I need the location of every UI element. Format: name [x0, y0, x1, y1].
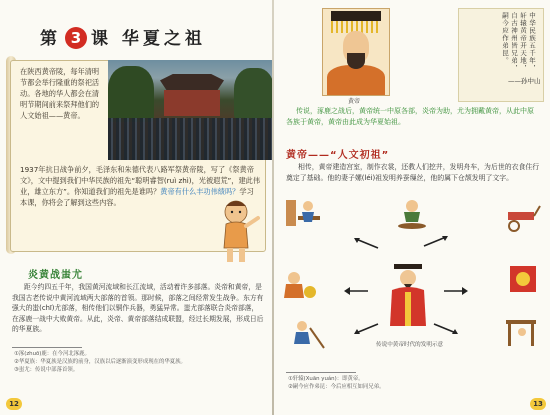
yellow-emperor-portrait	[322, 8, 390, 96]
lesson-name: 华夏之祖	[121, 29, 206, 49]
portrait-robe	[327, 65, 385, 95]
silk-invention-icon	[280, 268, 320, 302]
footnotes	[288, 375, 528, 391]
bowl-invention-icon	[504, 262, 544, 296]
intro-question: 黄帝有什么丰功伟绩吗？	[160, 187, 240, 196]
lesson-number-badge: 3	[65, 27, 87, 49]
arrow-icon	[432, 322, 460, 336]
house-building-icon	[502, 314, 542, 348]
diagram-caption: 传说中黄帝时代的发明示意	[376, 342, 444, 348]
intro-text-end: 学习本课，你将会了解到这些内容。	[20, 187, 254, 207]
arrow-icon	[352, 236, 380, 250]
footnote-item: ②嗣今应作弟昆：今后应相互如同兄弟。	[288, 384, 385, 390]
section-heading: 黄帝——“人文初祖”	[286, 150, 390, 161]
section-body: 相传，黄帝建造宫室，制作衣裳，还教人们挖井，发明舟车，为后世的衣食住行奠定了基础。他的妻子嫘(léi)祖发明养蚕缫丝，他的属下仓颉发明了文字。	[286, 163, 540, 182]
photo-crowd	[108, 118, 273, 160]
page-number: 13	[530, 398, 546, 410]
writing-invention-icon	[282, 196, 322, 230]
footnote-rule	[286, 372, 356, 373]
yellow-emperor-figure	[388, 262, 428, 328]
arrow-icon	[422, 234, 450, 248]
poem-text: 中华民族五千年，轩辕黄帝开天地，自古神州皆兄弟，嗣今应作弟昆。	[501, 12, 536, 72]
portrait-crown	[331, 11, 381, 21]
intro-text-a: 在陕西黄帝陵，每年清明节都会举行隆重的祭祀活动。各地的华人都会在清明节期间前来祭拜他们的人文始祖——黄帝。	[20, 67, 100, 120]
cartoon-child-illustration	[214, 196, 260, 266]
arrow-icon	[352, 322, 380, 336]
section-body: 距今约四五千年，我国黄河流域和长江流域，活动着许多部落。炎帝和黄帝，是我国古老传说中黄河流域两大部落的首领。那时候，部落之间经常发生战争。东方有强大的蚩(chī)尤部落，相传他们以铜作兵器，勇猛异常。蚩尤部落联合炎帝部落，在涿鹿一战中大败黄帝。从此，炎帝、黄帝部落结成联盟，经过长期发展，形成日后的华夏族。	[12, 283, 264, 333]
left-page	[0, 0, 273, 415]
poem-author: ——孙中山	[508, 77, 541, 85]
ceremony-photo	[108, 60, 273, 160]
footnote-item: ①涿(zhuō)鹿：在今河北涿鹿。	[14, 351, 90, 357]
intro-text-b-main: 1937年抗日战争前夕，毛泽东和朱德代表八路军祭黄帝陵，写了《祭黄帝文》，文中提到我们中华民族的祖先“聪明睿智(ruì zhì)，光被遐荒”，建此伟业，雄立东方”。你知道我们的祖先是谁吗？	[20, 165, 261, 196]
page-number: 12	[6, 398, 22, 410]
photo-temple-roof	[160, 74, 224, 90]
photo-tree	[234, 68, 273, 120]
footnote-item: ①轩辕(Xuān yuán)：即黄帝。	[288, 376, 364, 382]
well-digging-icon	[288, 318, 328, 352]
cart-invention-icon	[502, 200, 542, 234]
right-page	[274, 0, 550, 415]
portrait-caption: 黄帝	[348, 98, 361, 105]
footnote-rule	[12, 347, 82, 348]
arrow-icon	[342, 284, 370, 298]
footnotes	[14, 350, 264, 375]
legend-quote: 传说，涿鹿之战后，黄帝统一中原各部，炎帝为助，尤为拥戴黄帝，从此中原各族于黄帝，黄帝由此成为华夏始祖。	[286, 107, 534, 126]
photo-temple-hall	[164, 90, 220, 116]
lesson-prefix: 第	[40, 29, 61, 49]
section-heading: 炎黄战蚩尤	[28, 270, 83, 281]
cooking-invention-icon	[392, 196, 432, 230]
lesson-title	[40, 24, 260, 50]
lesson-suffix: 课	[91, 29, 112, 49]
arrow-icon	[442, 284, 470, 298]
portrait-beard	[347, 53, 365, 69]
photo-tree	[108, 66, 154, 122]
footnote-item: ②华夏族：华夏族是汉族的前身，汉族以后逐渐演变形成现在的华夏族。	[14, 359, 186, 366]
footnote-item: ③蚩尤：传说中部落首领。	[14, 367, 79, 374]
